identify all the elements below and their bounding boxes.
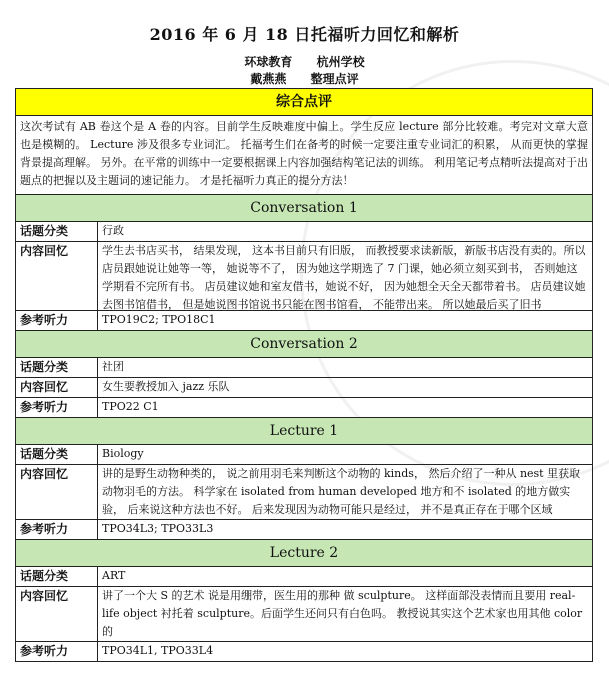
author-line [0, 70, 609, 87]
topic-value: ART [102, 569, 126, 582]
reference-label: 参考听力 [16, 311, 98, 330]
content-value: 女生要教授加入 jazz 乐队 [102, 380, 230, 393]
reference-label: 参考听力 [16, 642, 98, 661]
content-label: 内容回忆 [16, 465, 98, 519]
section-heading-lecture-1: Lecture 1 [16, 418, 592, 445]
reference-value: TPO22 C1 [102, 400, 159, 413]
topic-label: 话题分类 [16, 567, 98, 586]
section-heading-conversation-1: Conversation 1 [16, 195, 592, 222]
page-title: 2016 年 6 月 18 日托福听力回忆和解析 [149, 25, 460, 44]
topic-row [16, 567, 592, 587]
content-row [16, 587, 592, 642]
content-row [16, 242, 592, 311]
reference-value: TPO34L1, TPO33L4 [102, 644, 214, 657]
reference-row [16, 398, 592, 418]
reference-row [16, 642, 592, 661]
reference-value: TPO19C2; TPO18C1 [102, 313, 216, 326]
content-label: 内容回忆 [16, 587, 98, 641]
summary-heading: 综合点评 [16, 89, 592, 116]
content-value: 讲了一个大 S 的艺术 说是用绷带，医生用的那种 做 sculpture。 这样面部没表情而且要用 real-life object 衬托着 sculpture。后面学生还问只有白色吗。 教授说其实这个艺术家也用其他 color 的 [102, 589, 583, 638]
content-label: 内容回忆 [16, 242, 98, 310]
org-name: 环球教育 [244, 55, 293, 69]
summary-text: 这次考试有 AB 卷这个是 A 卷的内容。目前学生反映难度中偏上。学生反应 lecture 部分比较难。考完对文章大意也是模糊的。 Lecture 涉及很多专业词汇。 托福考生们在备考的时候一定要注重专业词汇的积累， 从而更快的掌握背景提高理解。 另外。在平常的训练中一定要根据课上内容加强结构笔记法的训练。 利用笔记考点精听法提高对于出题点的把握以及主题词的速记能力。 才是托福听力真正的提分方法！ [16, 116, 592, 195]
reference-label: 参考听力 [16, 398, 98, 417]
topic-row [16, 358, 592, 378]
section-heading-conversation-2: Conversation 2 [16, 331, 592, 358]
topic-value: 行政 [102, 224, 124, 237]
topic-value: Biology [102, 447, 144, 460]
author-role: 整理点评 [310, 72, 359, 86]
topic-label: 话题分类 [16, 445, 98, 464]
school-name: 杭州学校 [316, 55, 365, 69]
content-row [16, 465, 592, 520]
listening-recap-table [15, 88, 593, 662]
section-heading-lecture-2: Lecture 2 [16, 540, 592, 567]
reference-value: TPO34L3; TPO33L3 [102, 522, 214, 535]
content-value: 讲的是野生动物种类的， 说之前用羽毛来判断这个动物的 kinds， 然后介绍了一种从 nest 里获取动物羽毛的方法。 科学家在 isolated from human developed 地方和不 isolated 的地方做实验， 后来说这种方法也不好。 后来发现因为动物可能只是经过， 并不是真正存在于哪个区域 [102, 467, 581, 516]
content-label: 内容回忆 [16, 378, 98, 397]
topic-value: 社团 [102, 360, 124, 373]
content-row [16, 378, 592, 398]
reference-row [16, 520, 592, 540]
reference-label: 参考听力 [16, 520, 98, 539]
author-name: 戴燕燕 [250, 72, 287, 86]
reference-row [16, 311, 592, 331]
topic-label: 话题分类 [16, 358, 98, 377]
content-value: 学生去书店买书， 结果发现， 这本书目前只有旧版， 而教授要求读新版，新版书店没有卖的。所以店员跟她说让她等一等， 她说等不了， 因为她这学期选了 7 门课，她必须立刻买到书， 否则她这学期看不完所有书。 店员建议她和室友借书，她说不好， 因为她想全天全天都带着书。 店员建议她去图书馆借书， 但是她说图书馆说书只能在图书馆看， 不能带出来。 所以她最后买了旧书 [102, 244, 586, 310]
topic-label: 话题分类 [16, 222, 98, 241]
organization-line [0, 53, 609, 70]
topic-row [16, 445, 592, 465]
topic-row [16, 222, 592, 242]
